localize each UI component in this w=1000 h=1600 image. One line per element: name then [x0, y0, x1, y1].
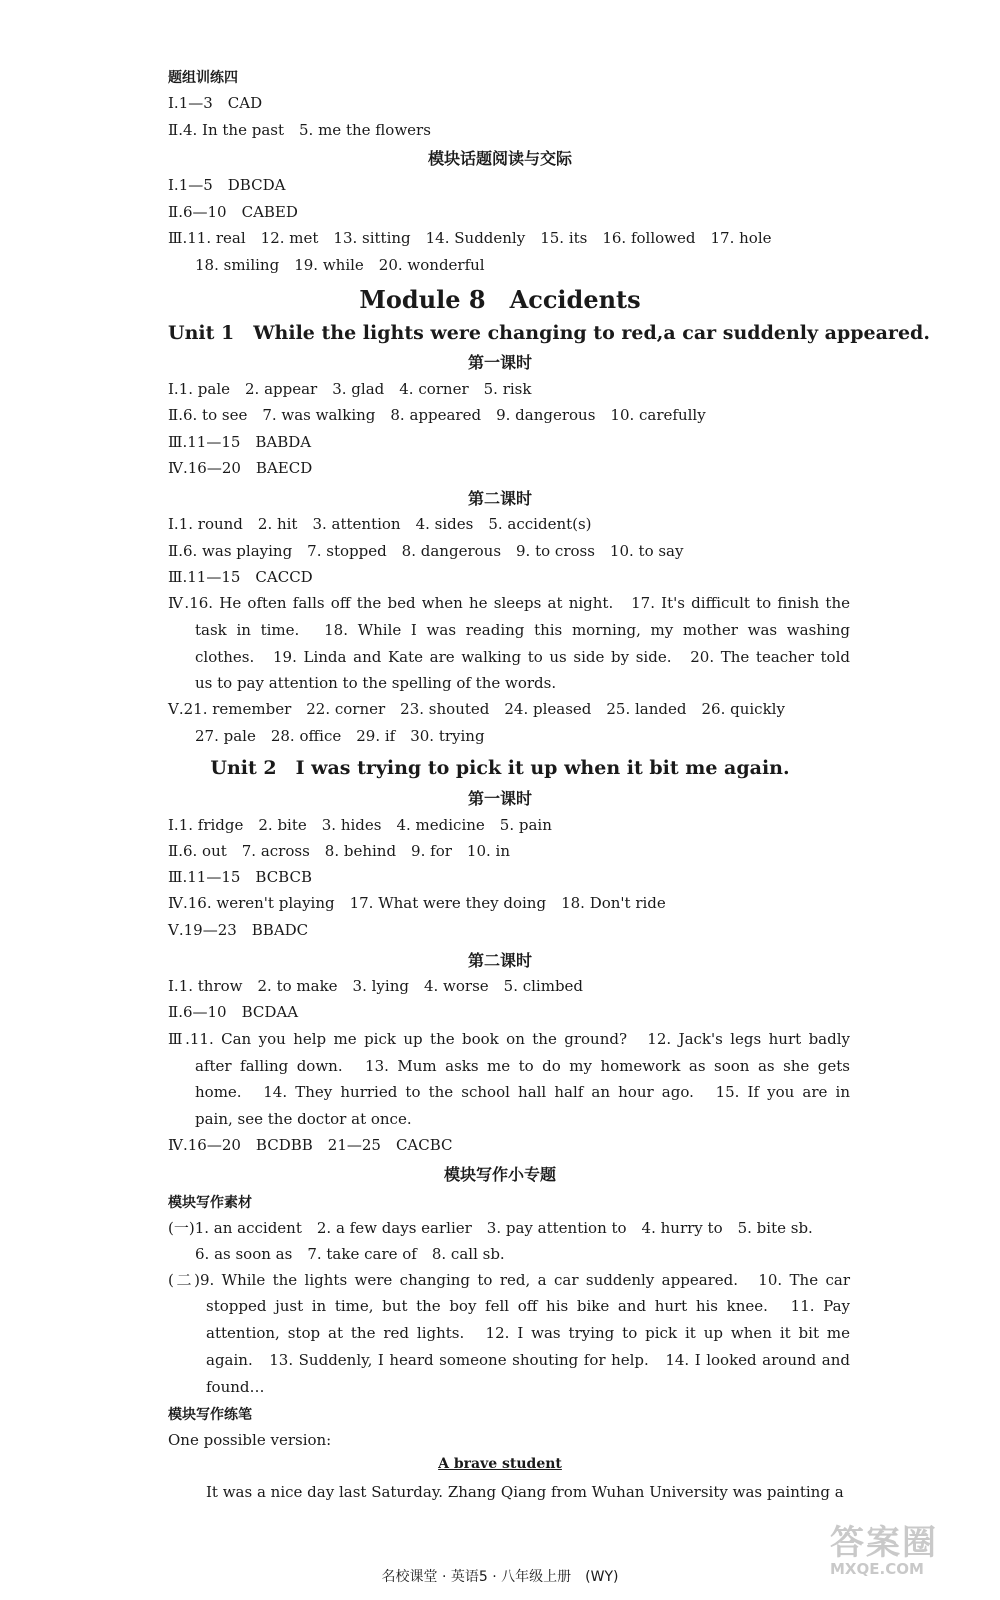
- essay-line: It was a nice day last Saturday. Zhang Qiang from Wuhan University was painting a: [206, 1483, 844, 1501]
- answer-line: (二)9. While the lights were changing to red, a car suddenly appeared. 10. The car: [168, 1271, 850, 1289]
- answer-line: attention, stop at the red lights. 12. I was trying to pick it up when it bit me: [206, 1324, 850, 1342]
- answer-line: Ⅲ.11. Can you help me pick up the book on the ground? 12. Jack's legs hurt badly: [168, 1030, 850, 1048]
- answer-line: Ⅰ.1. round 2. hit 3. attention 4. sides 5. accident(s): [168, 515, 592, 533]
- answer-line: Ⅱ.6. was playing 7. stopped 8. dangerous 9. to cross 10. to say: [168, 542, 684, 560]
- answer-line: Ⅰ.1—5 DBCDA: [168, 176, 286, 194]
- answer-line: Ⅰ.1. pale 2. appear 3. glad 4. corner 5. risk: [168, 380, 532, 398]
- answer-line: Ⅲ.11—15 CACCD: [168, 568, 313, 586]
- answer-line: Ⅱ.6. out 7. across 8. behind 9. for 10. in: [168, 842, 510, 860]
- answer-line: 18. smiling 19. while 20. wonderful: [195, 256, 485, 274]
- writing-material-label: 模块写作素材: [168, 1195, 252, 1211]
- answer-line: Ⅰ.1. throw 2. to make 3. lying 4. worse 5. climbed: [168, 977, 584, 995]
- answer-line: again. 13. Suddenly, I heard someone shouting for help. 14. I looked around and: [206, 1351, 850, 1369]
- watermark-sub-text: MXQE.COM: [830, 1560, 924, 1578]
- answer-line: pain, see the doctor at once.: [195, 1110, 412, 1128]
- unit2-lesson2-title: 第二课时: [467, 951, 532, 970]
- answer-line: clothes. 19. Linda and Kate are walking to us side by side. 20. The teacher told: [195, 648, 850, 666]
- essay-title-text: A brave student: [438, 1456, 562, 1472]
- topic-reading-title: 模块话题阅读与交际: [427, 149, 572, 168]
- page-footer: 名校课堂 · 英语5 · 八年级上册 (WY): [381, 1569, 619, 1585]
- answer-line: Ⅴ.19—23 BBADC: [168, 921, 309, 939]
- answer-line: Ⅰ.1—3 CAD: [168, 94, 263, 112]
- answer-line: (一)1. an accident 2. a few days earlier 3. pay attention to 4. hurry to 5. bite sb.: [168, 1219, 813, 1237]
- answer-line: Ⅲ.11—15 BABDA: [168, 433, 312, 451]
- unit2-title: Unit 2 I was trying to pick it up when it bit me again.: [210, 757, 790, 779]
- answer-line: Ⅴ.21. remember 22. corner 23. shouted 24. pleased 25. landed 26. quickly: [168, 700, 785, 718]
- essay-title: [0, 1456, 1000, 1472]
- unit2-lesson1-title: 第一课时: [467, 789, 532, 808]
- answer-line: Ⅳ.16. weren't playing 17. What were they doing 18. Don't ride: [168, 894, 666, 912]
- module-title: Module 8 Accidents: [359, 285, 641, 314]
- answer-line: found…: [206, 1378, 265, 1396]
- answer-line: Ⅰ.1. fridge 2. bite 3. hides 4. medicine 5. pain: [168, 816, 552, 834]
- writing-practice-label: 模块写作练笔: [168, 1407, 252, 1423]
- answer-line: Ⅲ.11. real 12. met 13. sitting 14. Suddenly 15. its 16. followed 17. hole: [168, 229, 772, 247]
- unit1-lesson2-title: 第二课时: [467, 489, 532, 508]
- answer-line: Ⅱ.6. to see 7. was walking 8. appeared 9. dangerous 10. carefully: [168, 406, 706, 424]
- group4-title: 题组训练四: [168, 70, 238, 86]
- answer-line: Ⅲ.11—15 BCBCB: [168, 868, 312, 886]
- answer-line: 6. as soon as 7. take care of 8. call sb.: [195, 1245, 505, 1263]
- answer-line: Ⅱ.4. In the past 5. me the flowers: [168, 121, 431, 139]
- answer-line: stopped just in time, but the boy fell off his bike and hurt his knee. 11. Pay: [206, 1297, 850, 1315]
- answer-line: 27. pale 28. office 29. if 30. trying: [195, 727, 485, 745]
- answer-line: Ⅳ.16. He often falls off the bed when he sleeps at night. 17. It's difficult to finish the: [168, 594, 850, 612]
- unit1-title: Unit 1 While the lights were changing to red,a car suddenly appeared.: [168, 322, 930, 344]
- unit1-lesson1-title: 第一课时: [467, 353, 532, 372]
- answer-line: task in time. 18. While I was reading this morning, my mother was washing: [195, 621, 850, 639]
- answer-line: Ⅳ.16—20 BAECD: [168, 459, 313, 477]
- answer-line: Ⅳ.16—20 BCDBB 21—25 CACBC: [168, 1136, 453, 1154]
- answer-line: us to pay attention to the spelling of the words.: [195, 674, 557, 692]
- answer-line: Ⅱ.6—10 CABED: [168, 203, 298, 221]
- possible-version-label: One possible version:: [168, 1431, 332, 1449]
- answer-line: home. 14. They hurried to the school hall half an hour ago. 15. If you are in: [195, 1083, 850, 1101]
- answer-line: Ⅱ.6—10 BCDAA: [168, 1003, 299, 1021]
- watermark-main-text: 答案圈: [830, 1523, 938, 1563]
- answer-line: after falling down. 13. Mum asks me to do my homework as soon as she gets: [195, 1057, 850, 1075]
- writing-topic-title: 模块写作小专题: [443, 1165, 556, 1184]
